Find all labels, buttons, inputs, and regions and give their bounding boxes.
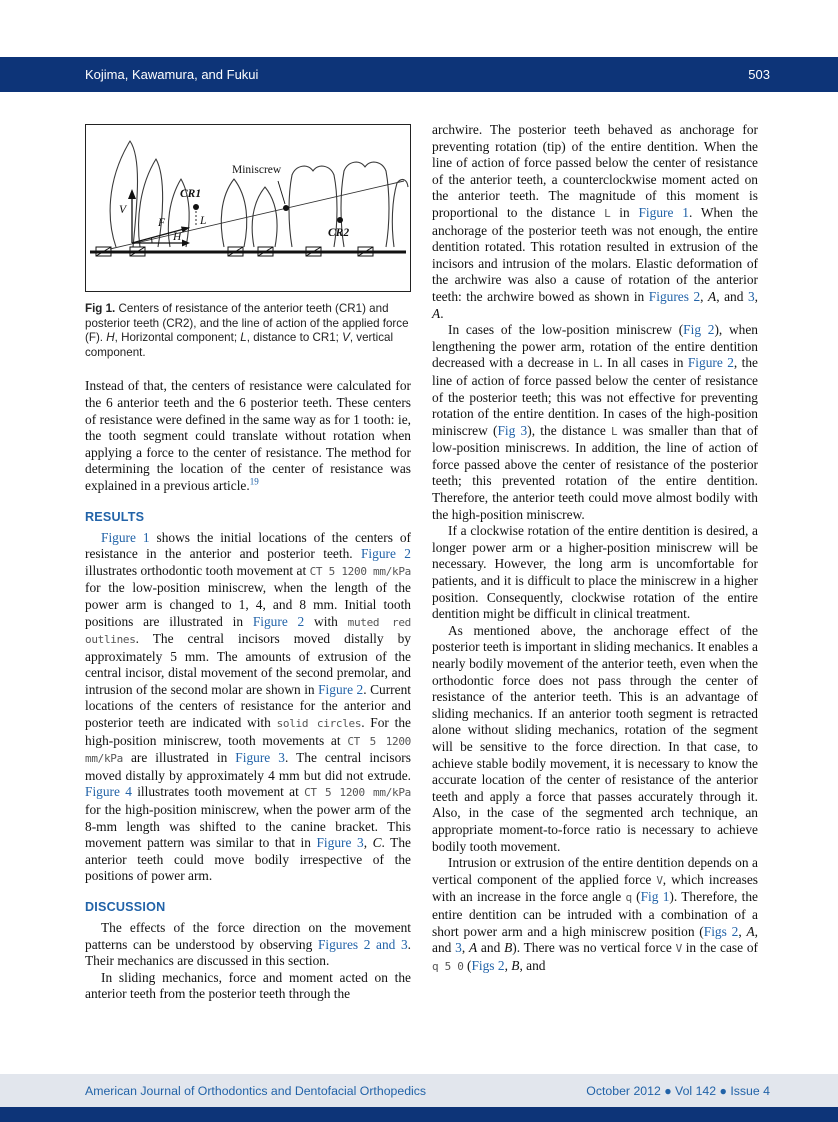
text-run: A (708, 288, 717, 304)
figure-reference-link[interactable]: Figure 2 (687, 355, 734, 371)
text-run: archwire. The posterior teeth behaved as anchorage for preventing rotation (tip) of the entire dentition. When the line of action of force passed below the center of resistance of the anterior teeth, a counterclockwise moment acted on the anterior teeth. The magnitude of this moment is proportional to the distance (432, 122, 758, 220)
paragraph-discussion-2 (85, 970, 411, 1003)
paragraph-right-1 (432, 122, 758, 322)
paragraph-right-4 (432, 623, 758, 855)
text-run: Fig 1. (85, 302, 116, 315)
text-run: . The anterior teeth could move bodily irrespective of the positions of power arm. (85, 835, 412, 884)
paragraph-intro (85, 378, 411, 494)
text-run: . For the high-position miniscrew, tooth movements at (85, 715, 411, 748)
figure-1-diagram (86, 125, 410, 291)
text-run: V (656, 873, 663, 887)
text-run: CT 5 1200 mm/kPa (309, 564, 411, 578)
footer-bottom-bar (0, 1107, 838, 1122)
text-run: . Current locations of the centers of resistance for the anterior and posterior teeth are indicated with (85, 681, 411, 731)
paragraph-discussion-1 (85, 920, 411, 970)
text-run: . Their mechanics are discussed in this section. (85, 936, 411, 969)
text-run: for the low-position miniscrew, when the length of the power arm is changed to 1, 4, and 8 mm. Initial tooth positions are illustrated in (85, 580, 411, 629)
text-run: L (611, 424, 618, 438)
text-run: V (675, 942, 682, 956)
figure-reference-link[interactable]: Fig 2 (683, 322, 715, 338)
text-run: V (342, 331, 350, 345)
footer-journal-title: American Journal of Orthodontics and Dentofacial Orthopedics (85, 1083, 427, 1098)
text-run: A (468, 940, 478, 956)
paragraph-right-5 (432, 855, 758, 975)
figure-reference-link[interactable]: Figure 2 (252, 613, 305, 629)
figure-reference-link[interactable]: Figure 2 (318, 681, 364, 697)
right-column (432, 122, 758, 975)
figure-reference-link[interactable]: Fig 1 (640, 889, 670, 905)
figure-reference-link[interactable]: Figs 2 (471, 957, 505, 973)
footer-issue-info: October 2012 ● Vol 142 ● Issue 4 (586, 1083, 770, 1098)
text-run: Intrusion or extrusion of the entire dentition depends on a vertical component of the applied force (432, 855, 758, 887)
cr-dots (193, 204, 343, 223)
text-run: If a clockwise rotation of the entire dentition is desired, a longer power arm or a higher-position miniscrew will be necessary. However, the long arm is uncomfortable for patients, and it is difficult to place the miniscrew in a higher position. Consequently, clockwise rotation of the entire dentition might be difficult in clinical treatment. (432, 523, 758, 622)
text-run: with (304, 613, 348, 629)
text-run: , (504, 957, 512, 973)
cr2-label: CR2 (328, 227, 350, 239)
text-run: . In all cases in (599, 355, 688, 371)
v-vector-label: V (119, 204, 127, 216)
figure-1 (85, 124, 411, 292)
figure-reference-link[interactable]: Fig 3 (497, 422, 528, 438)
h-vector-label: H (173, 231, 182, 243)
text-run: illustrates orthodontic tooth movement at (85, 562, 310, 578)
figure-reference-link[interactable]: Figure 1 (101, 529, 150, 545)
text-run: , the line of action of force passed below the center of resistance of the posterior teeth; this was not effective for preventing rotation of the entire dentition. In cases of the high-position miniscrew ( (432, 355, 759, 438)
text-run: A (432, 305, 441, 321)
text-run: B (504, 940, 513, 956)
text-run: in (610, 204, 639, 220)
text-run: . The central incisors moved distally by approximately 4 mm but did not extrude. (85, 750, 411, 783)
l-distance-label: L (200, 215, 207, 227)
text-run: , (754, 288, 759, 304)
figure-reference-link[interactable]: Figure 1 (638, 204, 689, 220)
text-run: , (461, 940, 469, 956)
results-heading: RESULTS (85, 509, 145, 524)
text-run: , Horizontal component; (114, 331, 241, 345)
cr1-label: CR1 (180, 188, 202, 200)
text-run: ( (631, 889, 641, 905)
page-number: 503 (748, 67, 770, 82)
text-run: ), when lengthening the power arm, rotation of the entire dentition decreased with a decrease in (432, 322, 758, 371)
text-run: Instead of that, the centers of resistance were calculated for the 6 anterior teeth and the 6 posterior teeth. These centers of resistance were defined in the same way as for 1 tooth: ie, the tooth segment could translate without rotation when applying a force to the center of resistance. The method for determining the location of the center of resistance was explained in a previous article. (85, 378, 411, 493)
text-run: As mentioned above, the anchorage effect of the posterior teeth is important in sliding mechanics. It enables a nearly bodily movement of the anterior teeth, even when the orthodontic force does not pass through the center of resistance of the anterior teeth. This is an advantage of sliding mechanics. If an anterior tooth segment is retracted alone without sliding mechanics, rotation of the segment will be sensitive to the force direction. In that case, to achieve stable bodily movement, it is necessary to know the accurate location of the center of resistance of the anterior teeth and apply a force that passes accurately through it. Also, in the case of the segmented arch technique, an appropriate moment-to-force ratio is necessary to achieve bodily tooth movement. (432, 622, 758, 854)
text-run: L (240, 331, 247, 345)
text-run: In sliding mechanics, force and moment acted on the anterior teeth from the posterior teeth through the (85, 969, 411, 1002)
text-run: In cases of the low-position miniscrew ( (448, 322, 684, 338)
text-run: H (106, 331, 115, 345)
running-head-authors: Kojima, Kawamura, and Fukui (85, 67, 259, 82)
text-run: q (625, 891, 632, 905)
figure-reference-link[interactable]: 19 (249, 476, 259, 487)
f-vector-label: F (158, 217, 166, 229)
figure-reference-link[interactable]: Figs 2 (703, 923, 739, 939)
figure-reference-link[interactable]: Figure 2 (360, 546, 411, 562)
text-run: was smaller than that of low-position miniscrews. In addition, the line of action of force passed above the center of resistance of the posterior teeth; this prevented rotation of the entire dentition. Therefore, the anterior teeth could move almost bodily with the high-position miniscrew. (432, 422, 758, 522)
miniscrew-label: Miniscrew (232, 164, 282, 176)
text-run: , (363, 835, 373, 851)
text-run: solid circles (276, 717, 362, 731)
text-run: q 5 0 (432, 959, 464, 973)
line-of-action (110, 181, 404, 249)
text-run: ). Therefore, the entire dentition can be intruded with a combination of a short power arm and a high miniscrew position ( (432, 889, 759, 939)
text-run: , distance to CR1; (246, 331, 343, 345)
text-run: are illustrated in (122, 750, 236, 766)
discussion-heading: DISCUSSION (85, 900, 166, 914)
text-run: muted red outlines (85, 615, 411, 647)
paragraph-results (85, 530, 411, 885)
miniscrew-leader-line (278, 181, 285, 204)
text-run: for the high-position miniscrew, when the power arm of the 8-mm length was shifted to the canine bracket. This movement pattern was similar to that in (85, 802, 411, 851)
figure-reference-link[interactable]: Figures 2 and 3 (317, 936, 408, 952)
figure-reference-link[interactable]: Figure 3 (235, 750, 285, 766)
figure-reference-link[interactable]: Figure 3 (316, 835, 364, 851)
text-run: ), the distance (527, 422, 611, 438)
paragraph-right-3 (432, 523, 758, 623)
text-run: illustrates tooth movement at (131, 784, 305, 800)
text-run: . (440, 305, 444, 321)
text-run: The effects of the force direction on the movement patterns can be understood by observing (85, 920, 411, 952)
figure-reference-link[interactable]: 3 (455, 940, 462, 956)
text-run: , (700, 288, 709, 304)
text-run: C (372, 835, 382, 851)
text-run: , and (432, 923, 758, 956)
figure-1-caption (85, 302, 411, 360)
text-run: shows the initial locations of the centers of resistance in the anterior and posterior teeth. (85, 529, 411, 562)
footer-band (0, 1074, 838, 1107)
text-run: , which increases with an increase in the force angle (432, 871, 758, 905)
text-run: L (604, 206, 611, 220)
text-run: . The central incisors moved distally by approximately 5 mm. The amounts of extrusion of the central incisor, distal movement of the second premolar, and intrusion of the second molar are shown in (85, 631, 411, 697)
text-run: ). There was no vertical force (512, 940, 676, 956)
text-run: , vertical component. (85, 331, 394, 359)
figure-reference-link[interactable]: 3 (747, 288, 755, 304)
text-run: , and (716, 288, 748, 304)
text-run: CT 5 1200 mm/kPa (304, 786, 411, 800)
paragraph-right-2 (432, 322, 758, 523)
teeth-outlines (110, 141, 408, 247)
text-run: , (738, 923, 747, 939)
text-run: A (746, 923, 755, 939)
figure-reference-link[interactable]: Figures 2 (648, 288, 701, 304)
text-run: in the case of (681, 940, 759, 956)
left-column (85, 124, 411, 1003)
text-run: CT 5 1200 mm/kPa (85, 734, 412, 766)
text-run: . When the anchorage of the posterior teeth was not enough, the entire dentition rotated. This rotation resulted in extrusion of the incisors and intrusion of the molars. Elastic deformation of the archwire was also a cause of rotation of the anterior teeth: the archwire bowed as shown in (432, 204, 758, 304)
figure-reference-link[interactable]: Figure 4 (85, 784, 132, 800)
text-run: ( (463, 957, 472, 973)
text-run: and (477, 940, 505, 956)
text-run: Centers of resistance of the anterior teeth (CR1) and posterior teeth (CR2), and the line of action of the applied force (F). (85, 302, 409, 345)
header-bar (0, 57, 838, 92)
text-run: , and (519, 957, 546, 973)
text-run: L (593, 357, 600, 371)
text-run: B (511, 957, 520, 973)
